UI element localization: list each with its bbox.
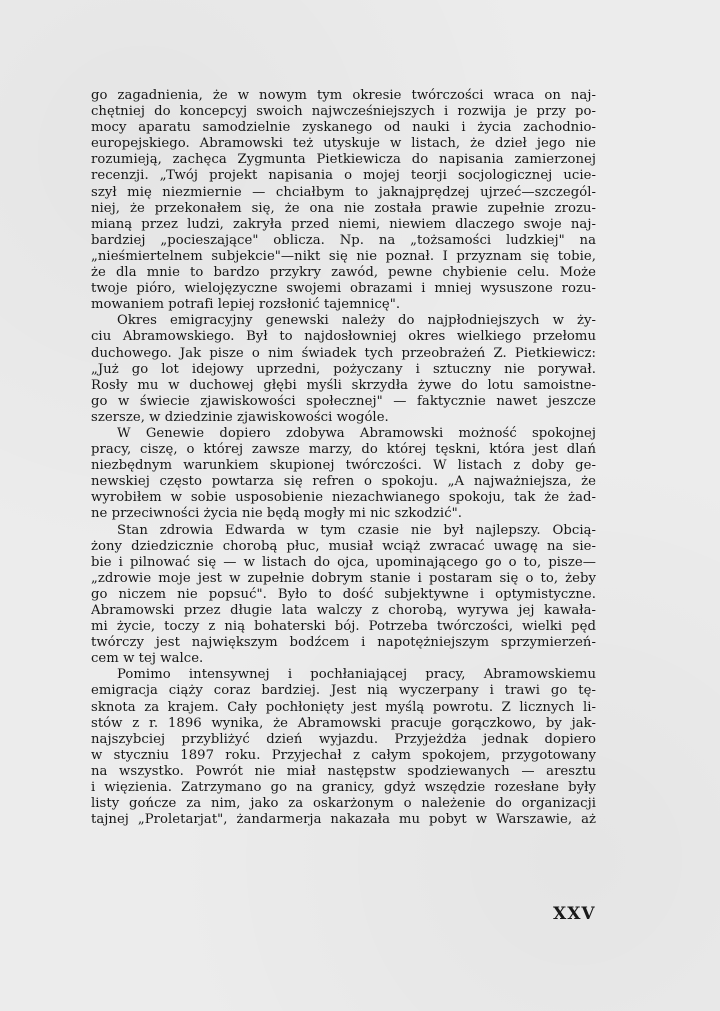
text-line: Rosły mu w duchowej głębi myśli skrzydła żywe do lotu samoistne- <box>91 377 596 393</box>
text-line: wyrobiłem w sobie usposobienie niezachwianego spokoju, tak że żad- <box>91 490 596 506</box>
text-line: mi życie, toczy z nią bohaterski bój. Potrzeba twórczości, wielki pęd <box>91 619 596 635</box>
text-line: pracy, ciszę, o której zawsze marzy, do której tęskni, która jest dlań <box>91 442 596 458</box>
text-line: twórczy jest największym bodźcem i napotężniejszym sprzymierzeń- <box>91 635 596 651</box>
text-line: i więzienia. Zatrzymano go na granicy, gdyż wszędzie rozesłane były <box>91 780 596 796</box>
text-line: na wszystko. Powrót nie miał następstw spodziewanych — aresztu <box>91 763 596 779</box>
text-line: listy gończe za nim, jako za oskarżonym o należenie do organizacji <box>91 796 596 812</box>
text-line: mowaniem potrafi lepiej rozsłonić tajemnicę". <box>91 297 401 313</box>
text-line: niej, że przekonałem się, że ona nie została prawie zupełnie zrozu- <box>91 200 596 216</box>
text-line: recenzji. „Twój projekt napisania o mojej teorji socjologicznej ucie- <box>91 168 596 184</box>
text-line: szył mię niezmiernie — chciałbym to jaknajprędzej ujrzeć—szczegól- <box>91 184 596 200</box>
text-line: cem w tej walce. <box>91 651 204 667</box>
text-line: newskiej często powtarza się refren o spokoju. „A najważniejsza, że <box>91 474 596 490</box>
text-line: mianą przez ludzi, zakryła przed niemi, niewiem dlaczego swoje naj- <box>91 216 596 232</box>
text-line: że dla mnie to bardzo przykry zawód, pewne chybienie celu. Może <box>91 265 596 281</box>
text-line: sknota za krajem. Cały pochłonięty jest myślą powrotu. Z licznych li- <box>91 699 596 715</box>
text-line: go zagadnienia, że w nowym tym okresie twórczości wraca on naj- <box>91 88 596 103</box>
text-line: „nieśmiertelnem subjekcie"—nikt się nie poznał. I przyznam się tobie, <box>91 248 596 264</box>
text-line: W Genewie dopiero zdobywa Abramowski możność spokojnej <box>117 425 596 441</box>
text-line: „Już go lot idejowy uprzedni, pożyczany i sztuczny nie porywał. <box>91 361 596 377</box>
text-line: szersze, w dziedzinie zjawiskowości wogóle. <box>91 409 389 425</box>
text-line: Pomimo intensywnej i pochłaniającej pracy, Abramowskiemu <box>117 667 596 683</box>
text-line: ne przeciwności życia nie będą mogły mi nic szkodzić". <box>91 506 462 522</box>
text-line: Abramowski przez długie lata walczy z chorobą, wyrywa jej kawała- <box>91 603 596 618</box>
page-number: XXV <box>553 904 596 924</box>
text-line: „zdrowie moje jest w zupełnie dobrym stanie i postaram się o to, żeby <box>91 570 596 586</box>
text-line: chętniej do koncepcyj swoich najwcześniejszych i rozwija je przy po- <box>91 104 596 120</box>
text-line: go niczem nie popsuć". Było to dość subjektywne i optymistyczne. <box>91 586 596 602</box>
text-line: europejskiego. Abramowski też utyskuje w listach, że dzieł jego nie <box>91 136 596 152</box>
body-text <box>91 88 596 828</box>
text-line: bie i pilnować się — w listach do ojca, upominającego go o to, pisze— <box>91 554 596 570</box>
text-line: stów z r. 1896 wynika, że Abramowski pracuje gorączkowo, by jak- <box>91 715 596 731</box>
text-line: tajnej „Proletarjat", żandarmerja nakazała mu pobyt w Warszawie, aż <box>91 812 596 828</box>
text-line: najszybciej przybliżyć dzień wyjazdu. Przyjeżdża jednak dopiero <box>91 731 596 747</box>
text-line: w styczniu 1897 roku. Przyjechał z całym spokojem, przygotowany <box>91 747 596 763</box>
text-line: bardziej „pocieszające" oblicza. Np. na „tożsamości ludzkiej" na <box>91 232 596 248</box>
text-line: rozumieją, zachęca Zygmunta Pietkiewicza do napisania zamierzonej <box>91 152 596 168</box>
text-line: mocy aparatu samodzielnie zyskanego od nauki i życia zachodnio- <box>91 120 596 136</box>
text-line: go w świecie zjawiskowości społecznej" — faktycznie nawet jeszcze <box>91 393 596 409</box>
text-line: ciu Abramowskiego. Był to najdosłowniej okres wielkiego przełomu <box>91 329 596 345</box>
text-line: twoje pióro, wielojęzyczne swojemi obrazami i mniej wysuszone rozu- <box>91 281 596 297</box>
text-line: żony dziedzicznie chorobą płuc, musiał wciąż zwracać uwagę na sie- <box>91 538 596 554</box>
text-line: Okres emigracyjny genewski należy do najpłodniejszych w ży- <box>117 313 596 329</box>
text-line: duchowego. Jak pisze o nim świadek tych przeobrażeń Z. Pietkiewicz: <box>91 345 596 361</box>
text-line: Stan zdrowia Edwarda w tym czasie nie był najlepszy. Obcią- <box>117 522 596 538</box>
text-line: emigracja ciąży coraz bardziej. Jest nią wyczerpany i trawi go tę- <box>91 683 596 699</box>
text-line: niezbędnym warunkiem skupionej twórczości. W listach z doby ge- <box>91 458 596 474</box>
